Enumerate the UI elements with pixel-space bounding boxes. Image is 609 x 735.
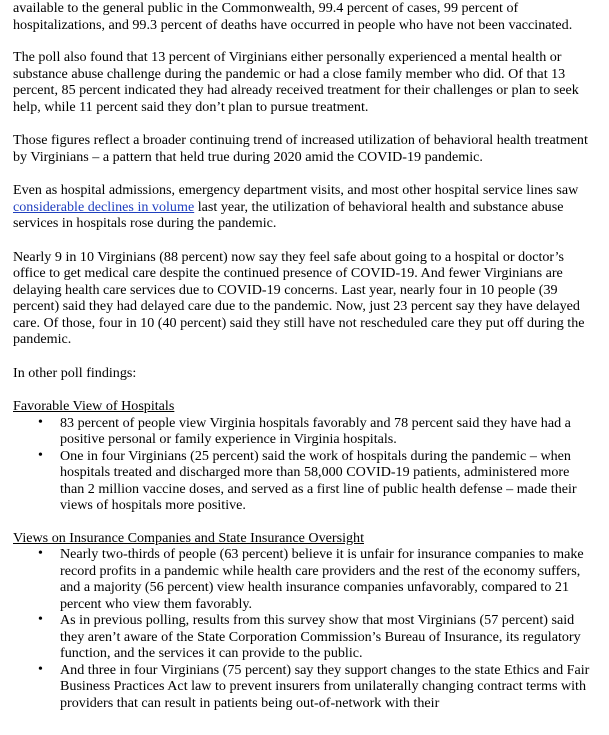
list-item: • And three in four Virginians (75 percent) say they support changes to the state Ethics and Fair Business Practices Act law to prevent insurers from unilaterally changing contract terms with providers that can result in patients being out-of-network with their	[60, 662, 593, 712]
list-item: • 83 percent of people view Virginia hospitals favorably and 78 percent said they have had a positive personal or family experience in Virginia hospitals.	[60, 415, 593, 448]
paragraph-behavioral-trend: Those figures reflect a broader continuing trend of increased utilization of behavioral health treatment by Virginians – a pattern that held true during 2020 amid the COVID-19 pandemic.	[13, 132, 588, 165]
list-item: • Nearly two-thirds of people (63 percent) believe it is unfair for insurance companies to make record profits in a pandemic while health care providers and the rest of the economy suffers, and a majority (56 percent) view health insurance companies unfavorably, compared to 21 percent who view them favorably.	[60, 546, 593, 612]
paragraph-other-findings: In other poll findings:	[13, 364, 137, 381]
considerable-declines-link[interactable]: considerable declines in volume	[13, 198, 195, 215]
bullet-list-insurance	[13, 546, 593, 711]
section-heading-hospitals: Favorable View of Hospitals	[13, 398, 175, 414]
paragraph-safety-delayed-care: Nearly 9 in 10 Virginians (88 percent) now say they feel safe about going to a hospital or doctor’s office to get medical care despite the continued presence of COVID-19. And fewer Virginians are delaying health care services due to COVID-19 concerns. Last year, nearly four in 10 people (39 percent) said they had delayed care due to the pandemic. Now, just 23 percent say they have delayed care. Of those, four in 10 (40 percent) said they still have not rescheduled care they put off during the pandemic.	[13, 248, 585, 347]
paragraph-service-volume	[13, 182, 593, 232]
paragraph-mental-health: The poll also found that 13 percent of Virginians either personally experienced a mental health or substance abuse challenge during the pandemic or had a close family member who did. Of that 13 percent, 85 percent indicated they had already received treatment for their challenges or plan to seek help, while 11 percent said they don’t plan to pursue treatment.	[13, 49, 579, 115]
list-item: • One in four Virginians (25 percent) said the work of hospitals during the pandemic – when hospitals treated and discharged more than 58,000 COVID-19 patients, administered more than 2 million vaccine doses, and served as a first line of public health defense – made their views of hospitals more positive.	[60, 448, 593, 514]
list-item: • As in previous polling, results from this survey show that most Virginians (57 percent) said they aren’t aware of the State Corporation Commission’s Bureau of Insurance, its regulatory function, and the services it can provide to the public.	[60, 612, 593, 662]
paragraph-service-volume-after: last year, the utilization of behavioral health and substance abuse services in hospitals rose during the pandemic.	[13, 198, 564, 231]
paragraph-service-volume-before: Even as hospital admissions, emergency department visits, and most other hospital service lines saw	[13, 182, 579, 198]
bullet-list-hospitals	[13, 415, 593, 514]
paragraph-vaccination-stats: available to the general public in the Commonwealth, 99.4 percent of cases, 99 percent of hospitalizations, and 99.3 percent of deaths have occurred in people who have not been vaccinated.	[13, 0, 573, 33]
document-body	[13, 0, 593, 727]
section-heading-insurance: Views on Insurance Companies and State Insurance Oversight	[13, 529, 365, 546]
